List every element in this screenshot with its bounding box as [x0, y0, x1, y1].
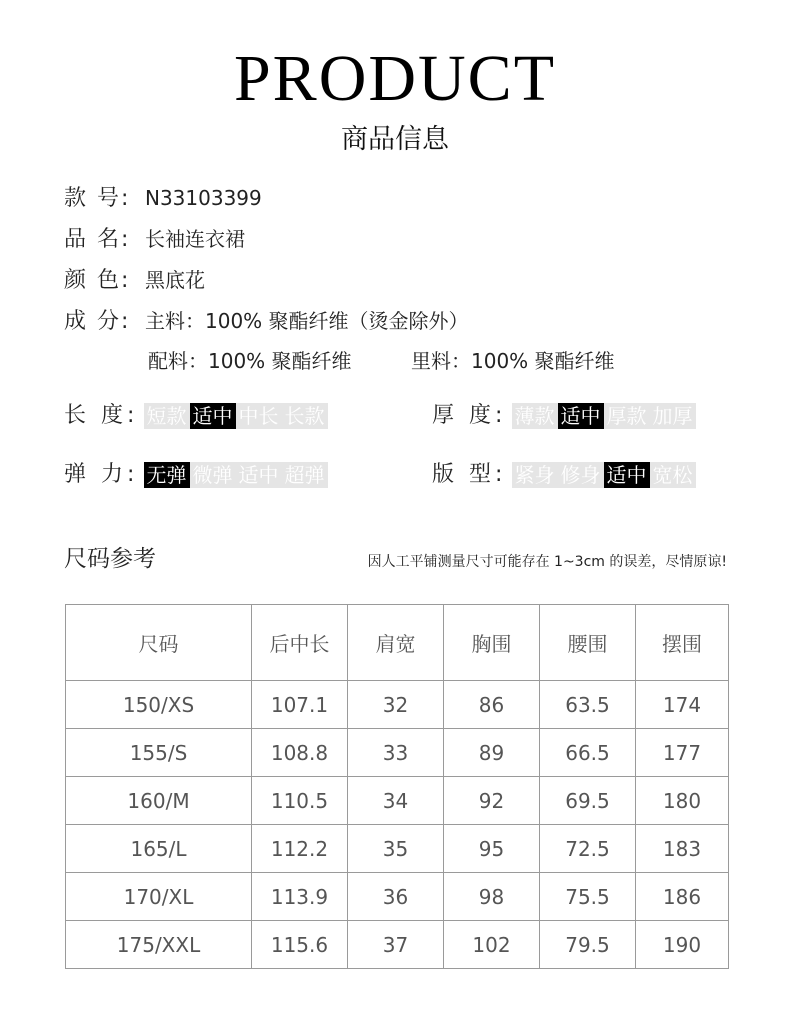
table-cell: 86 — [444, 681, 540, 729]
option-length-3: 长款 — [284, 403, 325, 428]
attr-length — [64, 398, 328, 432]
option-thickness-0: 薄款 — [514, 403, 555, 428]
attr-label: 厚 度: — [432, 402, 507, 428]
option-length-0: 短款 — [146, 403, 187, 428]
size-table-body — [66, 681, 729, 969]
size-section-title: 尺码参考 — [64, 546, 156, 572]
option-fit-3: 宽松 — [652, 462, 693, 487]
info-row-name — [64, 222, 245, 256]
option-thickness-2: 厚款 — [606, 403, 647, 428]
page-title-cn: 商品信息 — [341, 124, 449, 155]
option-elasticity-1: 微弹 — [192, 462, 233, 487]
attr-label: 版 型: — [432, 461, 507, 487]
size-table — [65, 604, 729, 969]
table-cell: 37 — [348, 921, 444, 969]
option-bar — [144, 462, 328, 488]
option-length-2: 中长 — [238, 403, 279, 428]
info-value: 黑底花 — [145, 268, 205, 292]
table-cell: 75.5 — [540, 873, 636, 921]
info-row-style-no — [64, 181, 262, 215]
table-row — [66, 681, 729, 729]
table-cell: 170/XL — [66, 873, 252, 921]
info-row-composition — [64, 304, 469, 338]
table-cell: 113.9 — [252, 873, 348, 921]
table-cell: 160/M — [66, 777, 252, 825]
table-cell: 72.5 — [540, 825, 636, 873]
table-row — [66, 729, 729, 777]
size-table-header-cell: 胸围 — [444, 605, 540, 681]
option-bar — [512, 462, 696, 488]
table-cell: 34 — [348, 777, 444, 825]
info-value: 长袖连衣裙 — [145, 227, 245, 251]
table-row — [66, 873, 729, 921]
option-bar — [512, 403, 696, 429]
table-cell: 35 — [348, 825, 444, 873]
table-cell: 150/XS — [66, 681, 252, 729]
option-fit-1: 修身 — [560, 462, 601, 487]
size-table-header-cell: 肩宽 — [348, 605, 444, 681]
table-cell: 190 — [636, 921, 729, 969]
table-cell: 177 — [636, 729, 729, 777]
info-label: 品 名: — [64, 227, 131, 252]
table-cell: 79.5 — [540, 921, 636, 969]
table-row — [66, 921, 729, 969]
table-cell: 95 — [444, 825, 540, 873]
size-section-note: 因人工平铺测量尺寸可能存在 1~3cm 的误差，尽情原谅! — [367, 554, 727, 570]
option-thickness-1: 适中 — [558, 403, 604, 429]
composition-lining-2: 里料：100% 聚酯纤维 — [411, 349, 615, 373]
table-cell: 69.5 — [540, 777, 636, 825]
attr-fit — [432, 457, 696, 491]
table-cell: 36 — [348, 873, 444, 921]
info-value: 主料：100% 聚酯纤维（烫金除外） — [145, 309, 469, 333]
attr-label: 长 度: — [64, 402, 139, 428]
table-cell: 92 — [444, 777, 540, 825]
option-fit-0: 紧身 — [514, 462, 555, 487]
table-cell: 110.5 — [252, 777, 348, 825]
table-cell: 183 — [636, 825, 729, 873]
table-cell: 108.8 — [252, 729, 348, 777]
table-cell: 66.5 — [540, 729, 636, 777]
table-cell: 107.1 — [252, 681, 348, 729]
size-table-header-cell: 后中长 — [252, 605, 348, 681]
table-cell: 32 — [348, 681, 444, 729]
page-title-en: PRODUCT — [233, 42, 557, 115]
option-thickness-3: 加厚 — [652, 403, 693, 428]
table-cell: 175/XXL — [66, 921, 252, 969]
info-label: 成 分: — [64, 309, 131, 334]
table-cell: 165/L — [66, 825, 252, 873]
info-label: 颜 色: — [64, 268, 131, 293]
attr-elasticity — [64, 457, 328, 491]
info-label: 款 号: — [64, 186, 131, 211]
table-cell: 102 — [444, 921, 540, 969]
option-fit-2: 适中 — [604, 462, 650, 488]
size-table-header-cell: 尺码 — [66, 605, 252, 681]
option-elasticity-3: 超弹 — [284, 462, 325, 487]
table-row — [66, 825, 729, 873]
size-table-header-cell: 摆围 — [636, 605, 729, 681]
option-elasticity-2: 适中 — [238, 462, 279, 487]
option-length-1: 适中 — [190, 403, 236, 429]
table-cell: 174 — [636, 681, 729, 729]
table-cell: 155/S — [66, 729, 252, 777]
table-cell: 115.6 — [252, 921, 348, 969]
table-row — [66, 777, 729, 825]
table-cell: 112.2 — [252, 825, 348, 873]
option-bar — [144, 403, 328, 429]
option-elasticity-0: 无弹 — [144, 462, 190, 488]
size-table-header-cell: 腰围 — [540, 605, 636, 681]
size-table-header-row — [66, 605, 729, 681]
info-value: N33103399 — [145, 186, 262, 210]
info-row-color — [64, 263, 205, 297]
composition-lining-1: 配料：100% 聚酯纤维 — [148, 349, 352, 373]
table-cell: 180 — [636, 777, 729, 825]
table-cell: 63.5 — [540, 681, 636, 729]
table-cell: 98 — [444, 873, 540, 921]
attr-thickness — [432, 398, 696, 432]
attr-label: 弹 力: — [64, 461, 139, 487]
table-cell: 89 — [444, 729, 540, 777]
table-cell: 33 — [348, 729, 444, 777]
table-cell: 186 — [636, 873, 729, 921]
